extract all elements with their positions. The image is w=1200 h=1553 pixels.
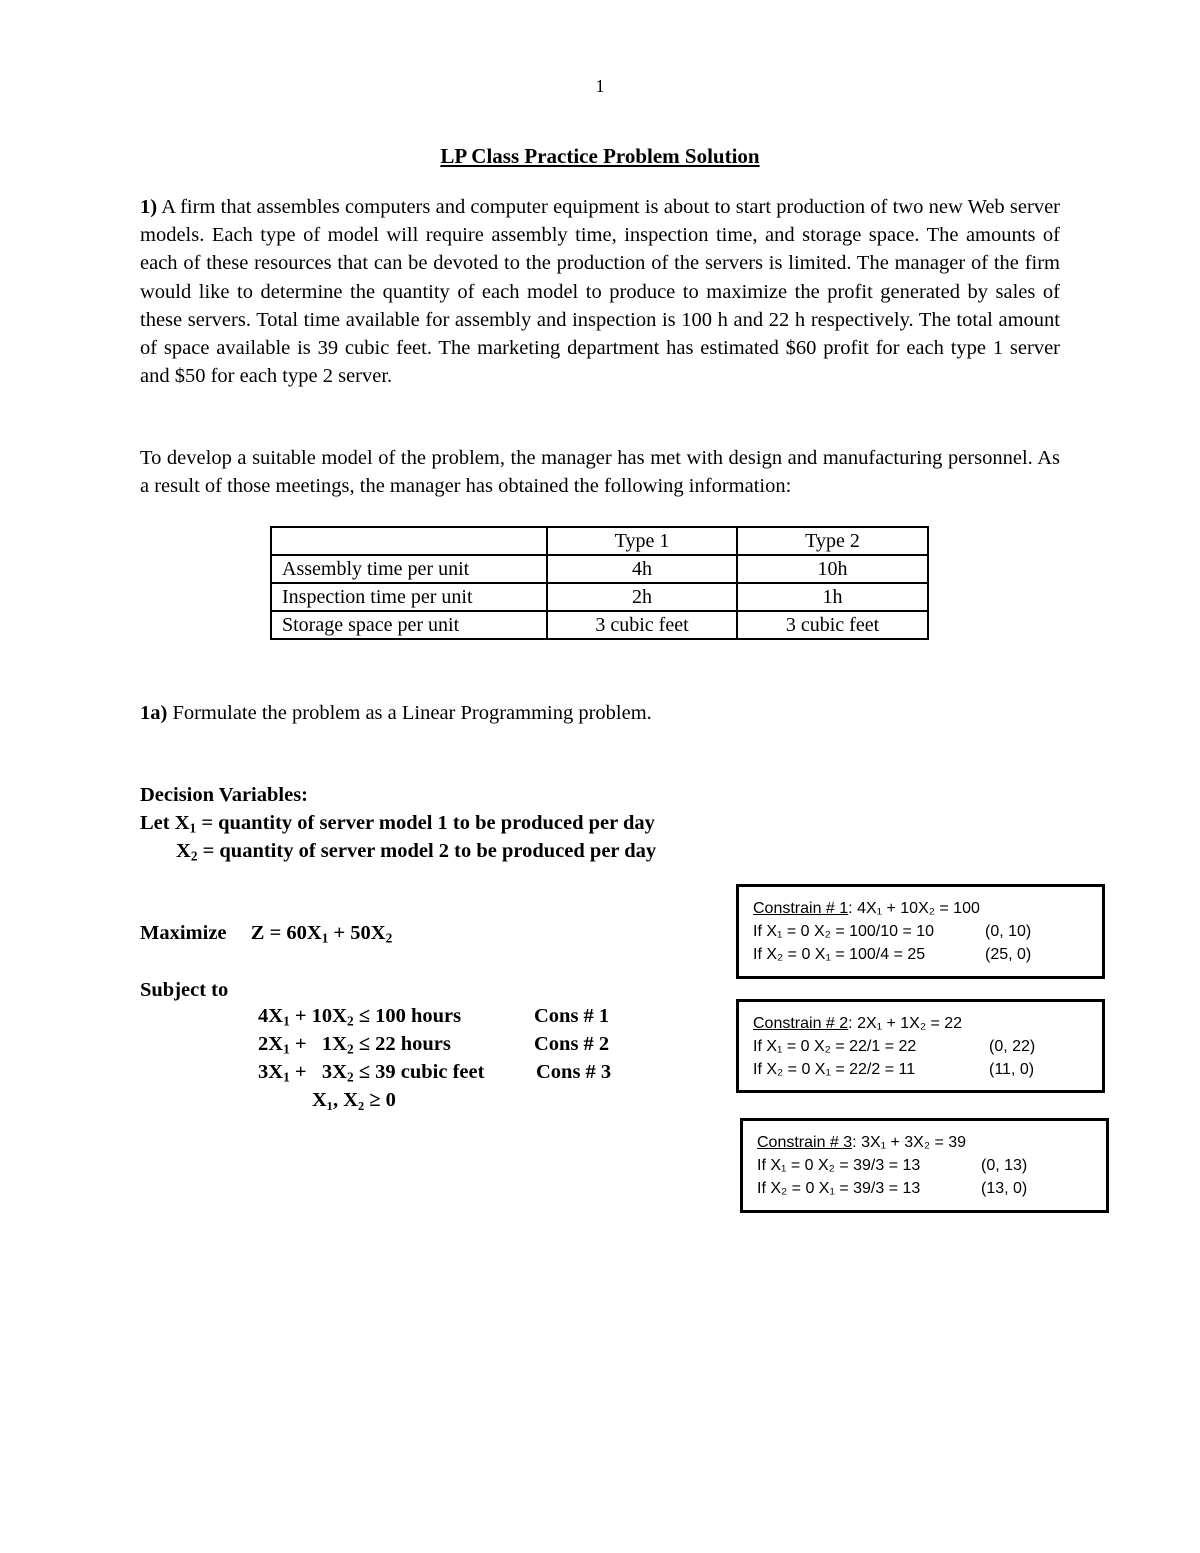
decision-heading: Decision Variables: [140, 784, 308, 806]
problem-statement [140, 193, 1060, 390]
question-number: 1a) [140, 702, 168, 724]
table-cell: Storage space per unit [271, 611, 547, 639]
box-point: (0, 13) [981, 1157, 1028, 1174]
constraint-box-2 [736, 999, 1105, 1093]
constraint-2: $2X_1 + 1X_2 \le 22$ hours [258, 1033, 451, 1057]
objective-z: Z = 60X [250, 922, 322, 944]
constraint-term: 2X [258, 1033, 284, 1055]
question-1a [140, 702, 652, 725]
constraint-term: 4X [258, 1005, 284, 1027]
table-cell: 2h [547, 583, 737, 611]
objective-label: Maximize [140, 922, 227, 944]
constraint-3: $3X_1 + 3X_2 \le 39$ cubic feet [258, 1061, 485, 1085]
table-header-cell: Type 2 [737, 527, 928, 555]
box-label: Constrain # 2 [753, 1015, 849, 1032]
box-label: Constrain # 1 [753, 900, 849, 917]
box-equation: : 3X₁ + 3X₂ = 39 [852, 1134, 967, 1151]
box-line: If X₂ = 0 X₁ = 22/2 = 11 [753, 1061, 916, 1078]
box-point: (13, 0) [981, 1180, 1028, 1197]
box-line: If X₁ = 0 X₂ = 22/1 = 22 [753, 1038, 917, 1055]
non-negativity: X₁, X₂ ≥ 0 [312, 1089, 396, 1111]
constraint-box-1 [736, 884, 1105, 979]
box-point: (25, 0) [985, 946, 1032, 963]
constraint-1: $4X_1 + 10X_2 \le 100$ hours [258, 1005, 462, 1029]
box-line: If X₁ = 0 X₂ = 100/10 = 10 [753, 923, 935, 940]
decision-x2: $X_2$ = quantity of server model 2 to be produced per day [176, 840, 657, 864]
constraint-rhs: ≤ 22 hours [353, 1033, 451, 1055]
constraint-rhs: ≤ 100 hours [353, 1005, 462, 1027]
box-point: (11, 0) [989, 1061, 1035, 1078]
table-header-cell: Type 1 [547, 527, 737, 555]
box-equation: : 4X₁ + 10X₂ = 100 [848, 900, 980, 917]
constraint-rhs: ≤ 39 cubic feet [353, 1061, 485, 1083]
question-text: Formulate the problem as a Linear Programming problem. [172, 702, 652, 724]
table-header-row [271, 527, 928, 555]
constraint-term: + 1X [289, 1033, 347, 1055]
table-header-cell [271, 527, 547, 555]
constraint-term: + 3X [289, 1061, 347, 1083]
constraint-term: + 10X [289, 1005, 347, 1027]
constraint-term: 3X [258, 1061, 284, 1083]
constraint-3-label: Cons # 3 [536, 1061, 612, 1083]
box-point: (0, 10) [985, 923, 1032, 940]
table-cell: Assembly time per unit [271, 555, 547, 583]
box-label: Constrain # 3 [757, 1134, 853, 1151]
table-cell: 4h [547, 555, 737, 583]
problem-number: 1) [140, 196, 158, 218]
page-title: LP Class Practice Problem Solution [440, 144, 760, 168]
table-row [271, 555, 928, 583]
table-cell: 1h [737, 583, 928, 611]
problem-text: A firm that assembles computers and computer equipment is about to start production of two new Web server models. Each type of model will require assembly time, inspection time, and storage space. The amounts of each of these resources that can be devoted to the production of the servers is limited. The manager of the firm would like to determine the quantity of each model to produce to maximize the profit generated by sales of these servers. Total time available for assembly and inspection is 100 h and 22 h respectively. The total amount of space available is 39 cubic feet. The marketing department has estimated $60 profit for each type 1 server and $50 for each type 2 server. [140, 196, 1060, 388]
constraint-1-label: Cons # 1 [534, 1005, 610, 1027]
table-cell: 3 cubic feet [737, 611, 928, 639]
let-word: Let [140, 812, 170, 834]
constraint-2-label: Cons # 2 [534, 1033, 610, 1055]
objective-function: Maximize $Z = 60X_1 + 50X_2$ [140, 922, 393, 946]
constraint-box-3 [740, 1118, 1109, 1213]
box-point: (0, 22) [989, 1038, 1036, 1055]
table-row [271, 611, 928, 639]
box-line: If X₂ = 0 X₁ = 39/3 = 13 [757, 1180, 921, 1197]
objective-plus: + 50X [328, 922, 386, 944]
box-line: If X₁ = 0 X₂ = 39/3 = 13 [757, 1157, 921, 1174]
resource-table [270, 526, 929, 640]
table-cell: Inspection time per unit [271, 583, 547, 611]
table-cell: 10h [737, 555, 928, 583]
problem-context: To develop a suitable model of the problem, the manager has met with design and manufacturing personnel. As a result of those meetings, the manager has obtained the following information: [140, 447, 1060, 498]
x2-definition: = quantity of server model 2 to be produced per day [202, 840, 657, 862]
page-number: 1 [595, 76, 605, 96]
box-equation: : 2X₁ + 1X₂ = 22 [848, 1015, 963, 1032]
box-line: If X₂ = 0 X₁ = 100/4 = 25 [753, 946, 926, 963]
x1-definition: = quantity of server model 1 to be produced per day [201, 812, 655, 834]
table-row [271, 583, 928, 611]
table-cell: 3 cubic feet [547, 611, 737, 639]
subject-to: Subject to [140, 979, 229, 1001]
decision-x1: Let $X_1$ = quantity of server model 1 to be produced per day [140, 812, 655, 836]
